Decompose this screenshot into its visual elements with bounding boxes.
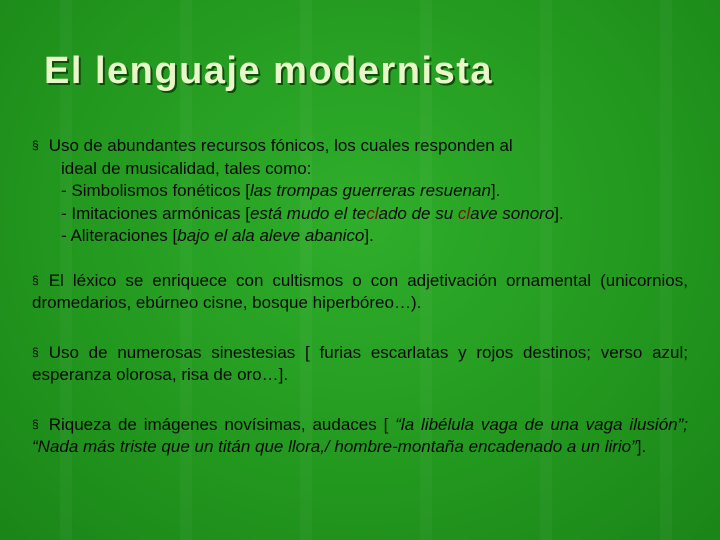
sub-item-example: está mudo el te [249, 203, 367, 223]
sub-item-example: ado de su [378, 203, 458, 223]
bullet-example: “la libélula vaga de una vaga ilusión”; “Nada más triste que un titán que llora,/ hombre-montaña encadenado a un lirio” [32, 414, 688, 456]
sub-item-suffix: ]. [490, 181, 501, 200]
sub-item-prefix: - Aliteraciones [ [61, 226, 178, 245]
sub-item-suffix: ]. [364, 226, 374, 245]
slide-title: El lenguaje modernista [44, 50, 493, 92]
bullet-item-recursos-fonicos [32, 134, 688, 248]
bullet-text: El léxico se enriquece con cultismos o con adjetivación ornamental (unicornios, dromedarios, ebúrneo cisne, bosque hiperbóreo…). [32, 270, 688, 312]
bullet-icon: § [32, 138, 39, 152]
slide-content [32, 134, 688, 459]
bullet-text: Uso de numerosas sinestesias [ furias escarlatas y rojos destinos; verso azul; esperanza olorosa, risa de oro…]. [32, 342, 688, 384]
bullet-text: Uso de abundantes recursos fónicos, los cuales responden al [48, 136, 513, 155]
bullet-text-continued: ideal de musicalidad, tales como: [61, 158, 312, 178]
sub-item-suffix: ]. [554, 203, 564, 223]
bullet-item-sinestesias [32, 341, 688, 387]
sub-item-example: ave sonoro [470, 203, 555, 223]
bullet-line [32, 134, 688, 158]
sub-item-aliteraciones [32, 225, 688, 248]
bullet-text: Riqueza de imágenes novísimas, audaces [ [48, 414, 396, 434]
sub-item-imitaciones [32, 203, 688, 226]
sub-item-example: las trompas guerreras resuenan [249, 181, 491, 200]
sub-item-prefix: - Simbolismos fonéticos [ [61, 181, 250, 200]
bullet-suffix: ]. [636, 437, 647, 456]
sub-item-simbolismos [32, 180, 688, 203]
sub-item-prefix: - Imitaciones armónicas [ [61, 203, 250, 223]
highlight-cl: cl [366, 203, 379, 223]
bullet-item-imagenes [32, 413, 688, 459]
bullet-icon: § [32, 272, 39, 287]
bullet-item-lexico [32, 269, 688, 315]
bullet-icon: § [32, 344, 39, 359]
bullet-icon: § [32, 416, 39, 431]
highlight-cl: cl [457, 203, 471, 223]
sub-item-example: bajo el ala aleve abanico [177, 226, 365, 245]
